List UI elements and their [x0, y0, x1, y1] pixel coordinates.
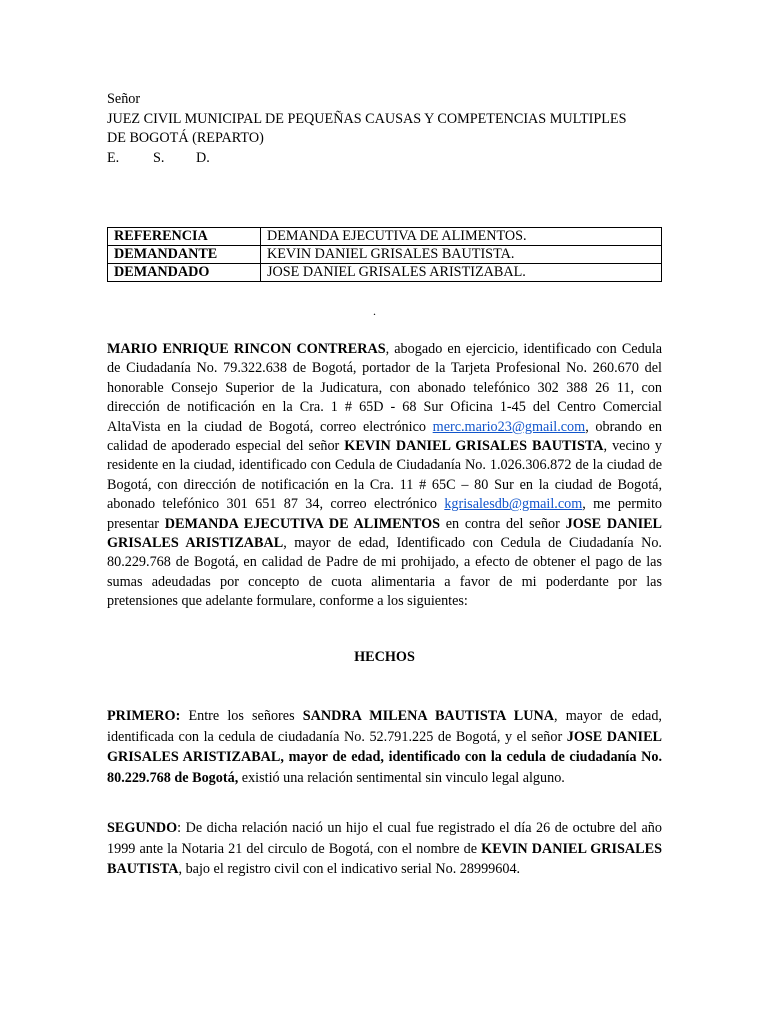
row-key-demandado: DEMANDADO [108, 264, 261, 282]
primero-text-3: existió una relación sentimental sin vinculo legal alguno. [238, 769, 565, 786]
primero-bold-block: JOSE DANIEL GRISALES ARISTIZABAL, mayor de edad, identificado con la cedula de ciudadanía No. 80.229.768 de Bogotá, [107, 728, 662, 786]
segundo-text-1: : De dicha relación nació un hijo el cual fue registrado el día 26 de octubre del año 1999 ante la Notaria 21 del circulo de Bogotá, con el nombre de [107, 820, 662, 857]
esd-s: S. [153, 149, 165, 166]
mother-name: SANDRA MILENA BAUTISTA LUNA [302, 708, 554, 724]
primero-text-2: , mayor de edad, identificada con la cedula de ciudadanía No. 52.791.225 de Bogotá, y el señor [107, 708, 662, 745]
segundo-label: SEGUNDO [107, 820, 178, 836]
client-name: KEVIN DANIEL GRISALES BAUTISTA [344, 438, 604, 455]
addressee-block [107, 90, 667, 168]
primero-text-1: Entre los señores [180, 708, 303, 724]
row-key-demandante: DEMANDANTE [108, 246, 261, 264]
row-value-referencia: DEMANDA EJECUTIVA DE ALIMENTOS. [261, 228, 662, 246]
court-name-line2: DE BOGOTÁ (REPARTO) [107, 130, 264, 146]
lawyer-email-link[interactable]: merc.mario23@gmail.com [432, 418, 586, 435]
segundo-text-2: , bajo el registro civil con el indicativo serial No. 28999604. [178, 861, 521, 877]
reference-table [107, 227, 662, 282]
defendant-name: JOSE DANIEL GRISALES ARISTIZABAL [107, 515, 663, 552]
intro-text-3: , vecino y residente en la ciudad, identificado con Cedula de Ciudadanía No. 1.026.306.872 de la ciudad de Bogotá, con dirección de notificación en la Cra. 11 # 65C – 80 Sur en la ciudad de Bogotá, abonado telefónico 301 651 87 34, correo electrónico [107, 438, 662, 513]
hechos-heading: HECHOS [354, 649, 415, 665]
intro-text-5: en contra del señor [440, 515, 566, 532]
table-row [108, 264, 662, 282]
salutation: Señor [107, 91, 141, 107]
row-key-referencia: REFERENCIA [108, 228, 261, 246]
intro-text-2: , obrando en calidad de apoderado especial del señor [107, 418, 662, 455]
child-name: KEVIN DANIEL GRISALES BAUTISTA [107, 840, 662, 877]
intro-text-6: , mayor de edad, Identificado con Cedula de Ciudadanía No. 80.229.768 de Bogotá, en calidad de Padre de mi prohijado, a efecto de obtener el pago de las sumas adeudadas por concepto de cuota alimentaria a favor de mi poderdante por las pretensiones que adelante formulare, conforme a los siguientes: [107, 535, 662, 610]
esd-d: D. [196, 149, 210, 166]
demand-type: DEMANDA EJECUTIVA DE ALIMENTOS [164, 515, 441, 532]
esd-line [107, 149, 667, 169]
table-row [108, 228, 662, 246]
court-name-line1: JUEZ CIVIL MUNICIPAL DE PEQUEÑAS CAUSAS Y COMPETENCIAS MULTIPLES [107, 110, 627, 127]
row-value-demandado: JOSE DANIEL GRISALES ARISTIZABAL. [261, 264, 662, 282]
table-row [108, 246, 662, 264]
intro-paragraph [107, 340, 662, 612]
separator-dot: . [373, 304, 376, 318]
primero-label: PRIMERO: [107, 708, 181, 724]
esd-e: E. [107, 149, 120, 166]
fact-segundo [107, 818, 662, 880]
client-email-link[interactable]: kgrisalesdb@gmail.com [444, 496, 583, 513]
fact-primero [107, 706, 662, 788]
intro-text-4: , me permito presentar [107, 496, 662, 532]
lawyer-name: MARIO ENRIQUE RINCON CONTRERAS [107, 341, 386, 357]
row-value-demandante: KEVIN DANIEL GRISALES BAUTISTA. [261, 246, 662, 264]
intro-text-1: , abogado en ejercicio, identificado con Cedula de Ciudadanía No. 79.322.638 de Bogotá, portador de la Tarjeta Profesional No. 260.670 del honorable Consejo Superior de la Judicatura, con abonado telefónico 302 388 26 11, con dirección de notificación en la Cra. 1 # 65D - 68 Sur Oficina 1-45 del Centro Comercial AltaVista en la ciudad de Bogotá, correo electrónico [107, 341, 663, 435]
